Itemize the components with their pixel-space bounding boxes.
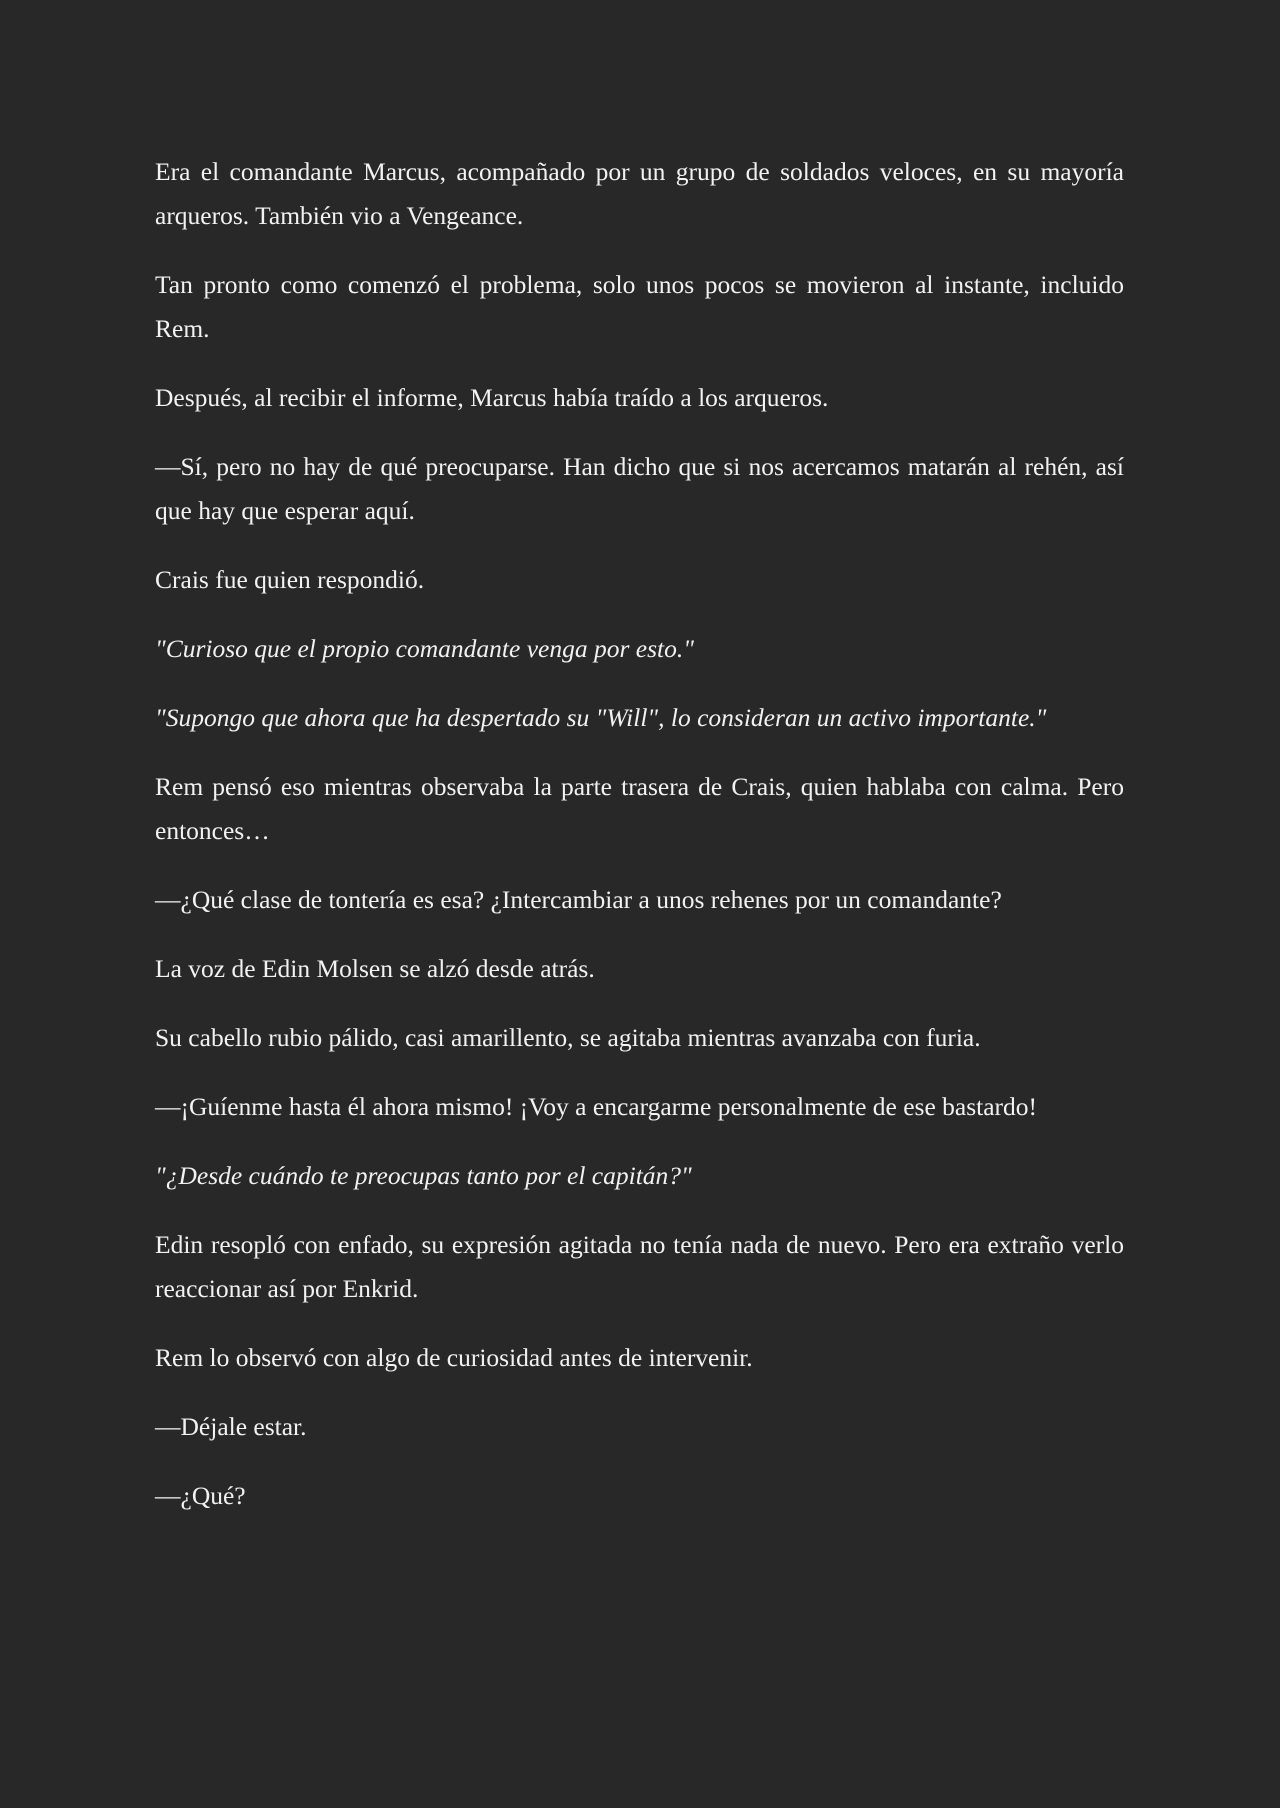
paragraph-7: "Supongo que ahora que ha despertado su "Will", lo consideran un activo importante." — [155, 703, 1047, 732]
paragraph-15: Rem lo observó con algo de curiosidad antes de intervenir. — [155, 1343, 753, 1372]
paragraph-17: —¿Qué? — [155, 1481, 246, 1510]
paragraph-8: Rem pensó eso mientras observaba la parte trasera de Crais, quien hablaba con calma. Pero entonces… — [155, 772, 1124, 845]
paragraph-2: Tan pronto como comenzó el problema, solo unos pocos se movieron al instante, incluido Rem. — [155, 270, 1124, 343]
paragraph-14: Edin resopló con enfado, su expresión agitada no tenía nada de nuevo. Pero era extraño verlo reaccionar así por Enkrid. — [155, 1230, 1124, 1303]
paragraph-1: Era el comandante Marcus, acompañado por un grupo de soldados veloces, en su mayoría arqueros. También vio a Vengeance. — [155, 157, 1124, 230]
paragraph-9: —¿Qué clase de tontería es esa? ¿Intercambiar a unos rehenes por un comandante? — [155, 885, 1002, 914]
paragraph-10: La voz de Edin Molsen se alzó desde atrás. — [155, 954, 595, 983]
paragraph-4: —Sí, pero no hay de qué preocuparse. Han dicho que si nos acercamos matarán al rehén, así que hay que esperar aquí. — [155, 452, 1124, 525]
paragraph-13: "¿Desde cuándo te preocupas tanto por el capitán?" — [155, 1161, 692, 1190]
paragraph-16: —Déjale estar. — [155, 1412, 307, 1441]
paragraph-3: Después, al recibir el informe, Marcus había traído a los arqueros. — [155, 383, 829, 412]
reader-page — [155, 150, 1124, 1543]
paragraph-12: —¡Guíenme hasta él ahora mismo! ¡Voy a encargarme personalmente de ese bastardo! — [155, 1092, 1038, 1121]
paragraph-11: Su cabello rubio pálido, casi amarillento, se agitaba mientras avanzaba con furia. — [155, 1023, 981, 1052]
paragraph-6: "Curioso que el propio comandante venga por esto." — [155, 634, 694, 663]
paragraph-5: Crais fue quien respondió. — [155, 565, 425, 594]
